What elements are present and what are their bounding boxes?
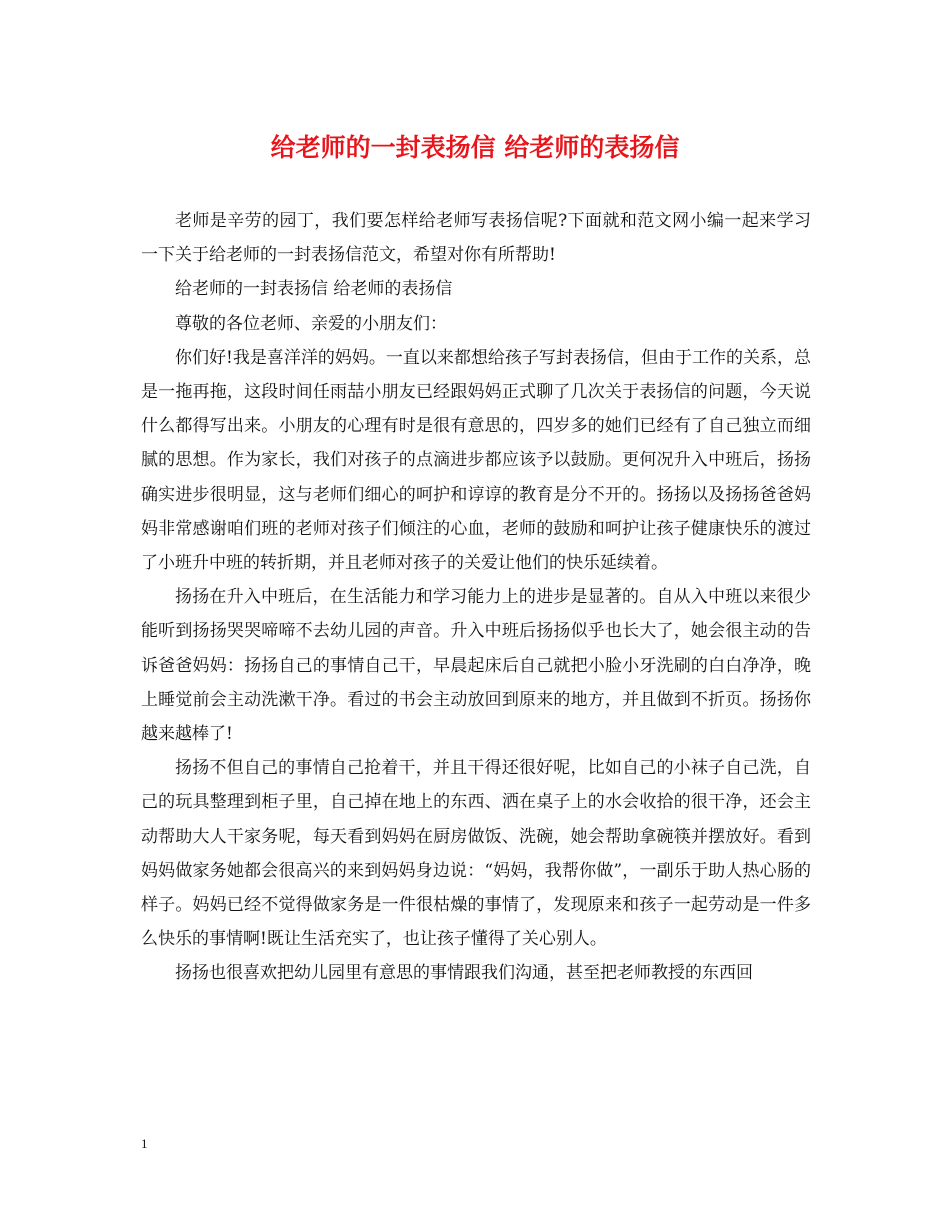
document-body	[141, 204, 811, 991]
page-number: 1	[141, 1136, 148, 1151]
paragraph-greeting: 你们好!我是喜洋洋的妈妈。一直以来都想给孩子写封表扬信，但由于工作的关系，总是一拖再拖，这段时间任雨喆小朋友已经跟妈妈正式聊了几次关于表扬信的问题，今天说什么都得写出来。小朋友的心理有时是很有意思的，四岁多的她们已经有了自己独立而细腻的思想。作为家长，我们对孩子的点滴进步都应该予以鼓励。更何况升入中班后，扬扬确实进步很明显，这与老师们细心的呵护和谆谆的教育是分不开的。扬扬以及扬扬爸爸妈妈非常感谢咱们班的老师对孩子们倾注的心血，老师的鼓励和呵护让孩子健康快乐的渡过了小班升中班的转折期，并且老师对孩子的关爱让他们的快乐延续着。	[141, 347, 811, 574]
paragraph-salutation: 尊敬的各位老师、亲爱的小朋友们：	[175, 313, 447, 334]
paragraph-subtitle: 给老师的一封表扬信 给老师的表扬信	[175, 279, 453, 300]
paragraph-intro: 老师是辛劳的园丁，我们要怎样给老师写表扬信呢?下面就和范文网小编一起来学习一下关于给老师的一封表扬信范文，希望对你有所帮助!	[141, 211, 811, 266]
paragraph-progress: 扬扬在升入中班后，在生活能力和学习能力上的进步是显著的。自从入中班以来很少能听到扬扬哭哭啼啼不去幼儿园的声音。升入中班后扬扬似乎也长大了，她会很主动的告诉爸爸妈妈：扬扬自己的事情自己干，早晨起床后自己就把小脸小牙洗刷的白白净净，晚上睡觉前会主动洗漱干净。看过的书会主动放回到原来的地方，并且做到不折页。扬扬你越来越棒了!	[141, 587, 811, 745]
paragraph-sharing: 扬扬也很喜欢把幼儿园里有意思的事情跟我们沟通，甚至把老师教授的东西回	[175, 963, 753, 984]
paragraph-housework: 扬扬不但自己的事情自己抢着干，并且干得还很好呢，比如自己的小袜子自己洗，自己的玩具整理到柜子里，自己掉在地上的东西、洒在桌子上的水会收拾的很干净，还会主动帮助大人干家务呢，每天看到妈妈在厨房做饭、洗碗，她会帮助拿碗筷并摆放好。看到妈妈做家务她都会很高兴的来到妈妈身边说：“妈妈，我帮你做”，一副乐于助人热心肠的样子。妈妈已经不觉得做家务是一件很枯燥的事情了，发现原来和孩子一起劳动是一件多么快乐的事情啊!既让生活充实了，也让孩子懂得了关心别人。	[141, 758, 811, 950]
document-title: 给老师的一封表扬信 给老师的表扬信	[270, 133, 680, 162]
